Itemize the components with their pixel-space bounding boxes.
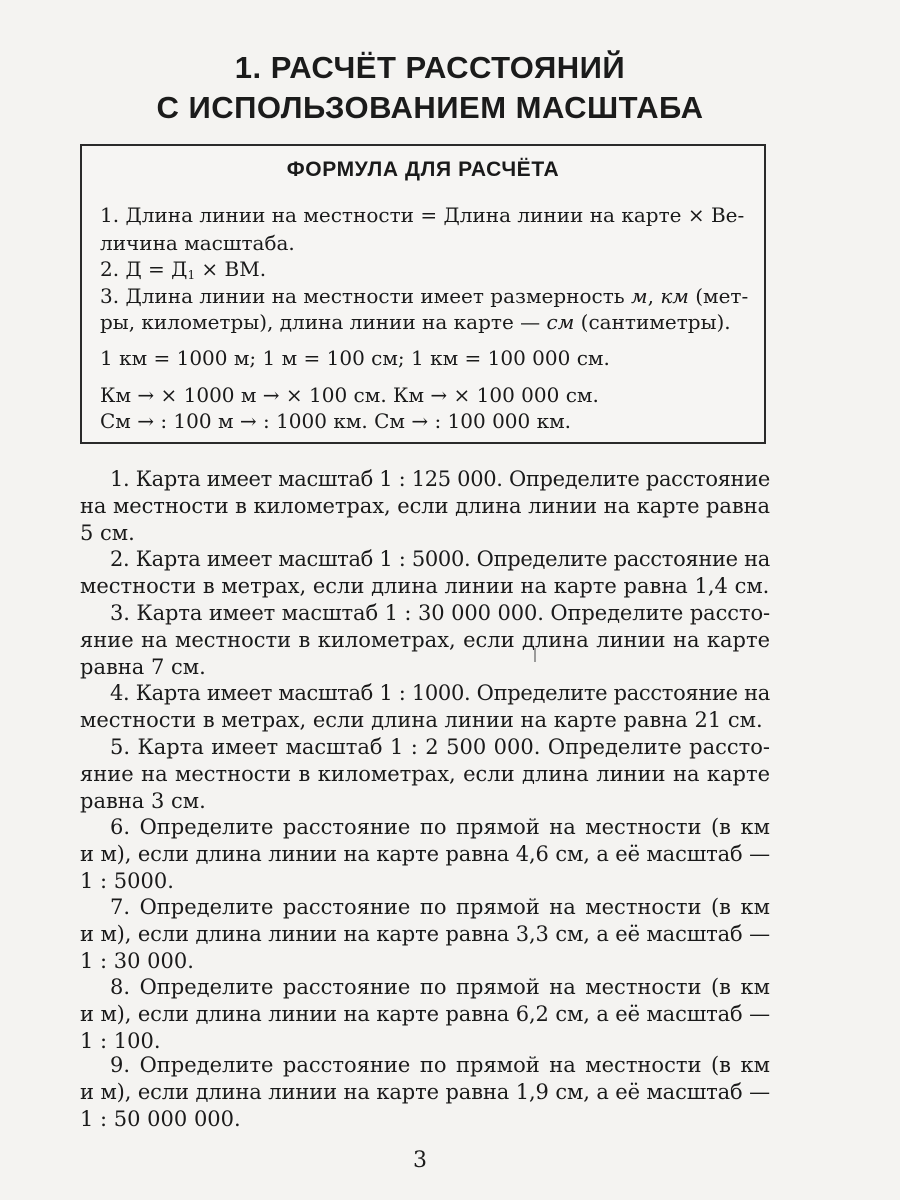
formula-item-2-subscript: 1 <box>187 268 196 282</box>
formula-item-2-right: × ВМ. <box>195 257 267 281</box>
formula-item-1-line-1: 1. Длина линии на местности = Длина линии на карте × Ве- <box>100 203 745 227</box>
task-line: 2. Карта имеет масштаб 1 : 5000. Определите расстояние на <box>110 547 770 571</box>
task-line: 9. Определите расстояние по прямой на местности (в км <box>110 1053 770 1077</box>
unit-m: м <box>631 284 648 308</box>
formula-item-3-line-1 <box>100 283 748 309</box>
formula-item-1-line-2: личина масштаба. <box>100 231 295 255</box>
task-line: 4. Карта имеет масштаб 1 : 1000. Определите расстояние на <box>110 681 770 705</box>
unit-km: км <box>660 284 689 308</box>
task-line: 1. Карта имеет масштаб 1 : 125 000. Определите расстояние <box>110 467 770 491</box>
task-item <box>80 974 770 1055</box>
task-line: яние на местности в километрах, если длина линии на карте <box>80 628 770 652</box>
task-line: и м), если длина линии на карте равна 4,6 см, а её масштаб — <box>80 842 770 866</box>
task-line: 5 см. <box>80 521 135 545</box>
page-title-line-1: 1. РАСЧЁТ РАССТОЯНИЙ <box>234 50 626 85</box>
task-line: на местности в километрах, если длина линии на карте равна <box>80 494 770 518</box>
formula-item-3-comma: , <box>647 284 661 308</box>
task-item <box>80 600 770 681</box>
task-line: 1 : 30 000. <box>80 949 194 973</box>
task-item <box>80 680 770 734</box>
task-line: равна 3 см. <box>80 789 206 813</box>
formula-box <box>80 144 766 444</box>
task-line: и м), если длина линии на карте равна 6,2 см, а её масштаб — <box>80 1002 770 1026</box>
task-item <box>80 546 770 600</box>
task-item <box>80 814 770 895</box>
formula-conversion-2: Км → × 1000 м → × 100 см. Км → × 100 000 см. <box>100 383 599 407</box>
task-line: 1 : 50 000 000. <box>80 1107 241 1131</box>
formula-conversion-1: 1 км = 1000 м; 1 м = 100 см; 1 км = 100 000 см. <box>100 346 610 370</box>
task-line: местности в метрах, если длина линии на карте равна 21 см. <box>80 708 763 732</box>
formula-item-3-text-c: ры, километры), длина линии на карте — <box>100 310 547 334</box>
task-item <box>80 466 770 547</box>
page-number: 3 <box>413 1148 427 1173</box>
task-line: 1 : 5000. <box>80 869 174 893</box>
formula-item-3-text-a: 3. Длина линии на местности имеет размерность <box>100 284 632 308</box>
task-line: 6. Определите расстояние по прямой на местности (в км <box>110 815 770 839</box>
task-line: 8. Определите расстояние по прямой на местности (в км <box>110 975 770 999</box>
task-line: и м), если длина линии на карте равна 1,9 см, а её масштаб — <box>80 1080 770 1104</box>
formula-heading: ФОРМУЛА ДЛЯ РАСЧЁТА <box>286 158 560 181</box>
task-item <box>80 894 770 975</box>
task-line: местности в метрах, если длина линии на карте равна 1,4 см. <box>80 574 770 598</box>
task-item <box>80 1052 770 1133</box>
unit-cm: см <box>546 310 575 334</box>
task-line: 1 : 100. <box>80 1029 161 1053</box>
task-line: 7. Определите расстояние по прямой на местности (в км <box>110 895 770 919</box>
task-line: 5. Карта имеет масштаб 1 : 2 500 000. Определите рассто- <box>110 735 770 759</box>
task-line: и м), если длина линии на карте равна 3,3 см, а её масштаб — <box>80 922 770 946</box>
formula-item-3-text-d: (сантиметры). <box>574 310 731 334</box>
task-line: 3. Карта имеет масштаб 1 : 30 000 000. Определите рассто- <box>110 601 770 625</box>
task-line: яние на местности в километрах, если длина линии на карте <box>80 762 770 786</box>
formula-item-3-line-2 <box>100 309 731 335</box>
formula-item-3-text-b: (мет- <box>688 284 749 308</box>
formula-conversion-3: См → : 100 м → : 1000 км. См → : 100 000 км. <box>100 409 572 433</box>
formula-item-2-left: 2. Д = Д <box>100 257 188 281</box>
page-title-line-2: С ИСПОЛЬЗОВАНИЕМ МАСШТАБА <box>156 90 704 125</box>
task-item <box>80 734 770 815</box>
task-line: равна 7 см. <box>80 655 206 679</box>
